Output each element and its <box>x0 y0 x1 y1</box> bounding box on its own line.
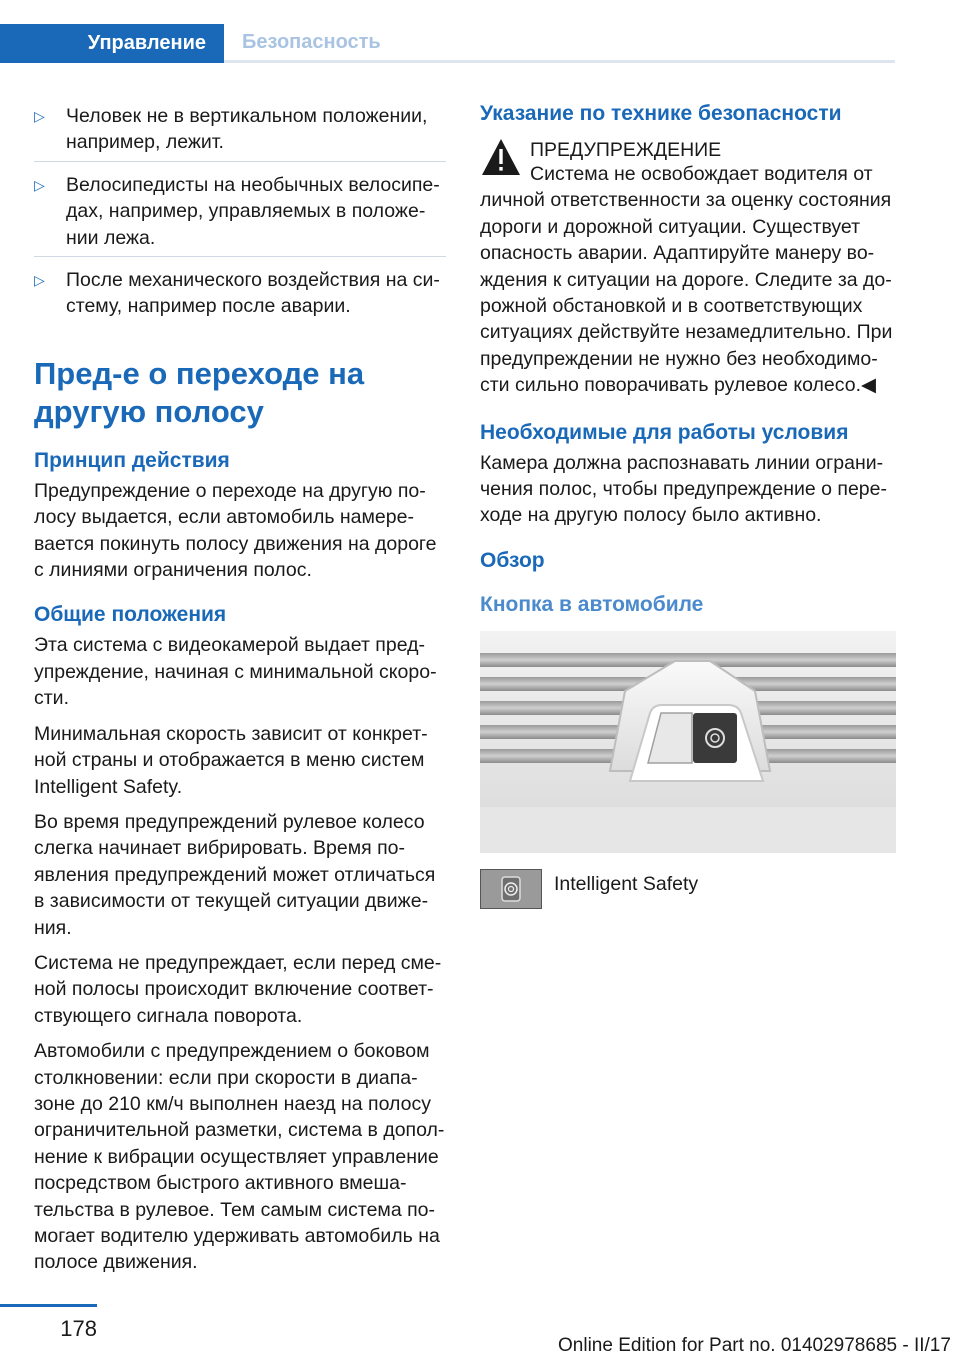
subheading-overview: Обзор <box>480 548 545 572</box>
subheading-requirements: Необходимые для работы условия <box>480 420 849 444</box>
legend-label: Intelligent Safety <box>554 872 699 895</box>
page-number: 178 <box>60 1316 97 1341</box>
paragraph: Автомобили с предупреждением о боковом столкновении: если при скорости в диапазоне до 210 км/ч выполнен наезд на полосу ограничительной разметки, система в дополнение к вибрации осуществляет управление посредством быстрого активного вмешательства в рулевое. Тем самым система помогает водителю удерживать автомобиль на полосе движения. <box>34 1040 445 1274</box>
edition-text: Online Edition for Part no. 01402978685 - II/17 <box>558 1335 951 1356</box>
warning-label: ПРЕДУПРЕЖДЕНИЕ <box>530 139 722 161</box>
paragraph: Система не предупреждает, если перед сменой полосы происходит включение соответствующего сигнала поворота. <box>34 951 442 1027</box>
list-item <box>34 100 446 162</box>
header-tabs <box>0 24 895 64</box>
paragraph: Во время предупреждений рулевое колесо слегка начинает вибрировать. Время появления предупреждений может отличаться в зависимости от текущей ситуации движения. <box>34 810 436 939</box>
triangle-bullet-icon: ▷ <box>34 272 45 289</box>
section-heading-lane-warning: Пред-е о переходе на другую полосу <box>34 355 365 429</box>
subheading-principle: Принцип действия <box>34 448 230 472</box>
tab-bezopasnost[interactable]: Безопасность <box>242 30 381 53</box>
footer-rule <box>0 1304 97 1307</box>
left-column <box>34 100 446 1285</box>
subheading-general: Общие положения <box>34 603 227 627</box>
paragraph: Эта система с видеокамерой выдает предупреждение, начиная с минимальной скорости. <box>34 634 437 710</box>
subheading-safety: Указание по технике безопасности <box>480 102 842 125</box>
warning-text: Система не освобождает водителя от личной ответственности за оценку состояния дороги и дорожной ситуации. Существует опасность аварии. Адаптируйте манеру вождения к ситуации на дороге. Следите за дорожной обстановкой и в соответствующих ситуациях действуйте незамедлительно. При предупреждении не нужно без необходимости сильно поворачивать рулевое колесо.◀ <box>480 163 893 397</box>
intelligent-safety-button-icon <box>480 869 542 909</box>
list-item-text: Человек не в вертикальном положении, например, лежит. <box>66 105 428 154</box>
paragraph: Предупреждение о переходе на другую полосу выдается, если автомобиль намеревается покинуть полосу движения на дороге с линиями ограничения полос. <box>34 479 437 582</box>
list-item-text: После механического воздействия на систему, например после аварии. <box>66 269 440 318</box>
subheading-button: Кнопка в автомобиле <box>480 592 704 616</box>
list-item <box>34 169 446 257</box>
list-item <box>34 264 446 325</box>
condition-list <box>34 100 446 325</box>
tab-upravlenie[interactable]: Управление <box>0 24 224 63</box>
triangle-bullet-icon: ▷ <box>34 176 45 193</box>
legend-row <box>480 869 896 909</box>
right-column <box>480 100 896 909</box>
triangle-bullet-icon: ▷ <box>34 108 45 124</box>
paragraph: Минимальная скорость зависит от конкретной страны и отображается в меню систем Intelligent Safety. <box>34 722 428 798</box>
button-photo <box>480 631 896 853</box>
list-item-text: Велосипедисты на необычных велосипедах, например, управляемых в положении лежа. <box>66 173 440 249</box>
paragraph: Камера должна распознавать линии ограничения полос, чтобы предупреждение о переходе на другую полосу было активно. <box>480 451 887 527</box>
